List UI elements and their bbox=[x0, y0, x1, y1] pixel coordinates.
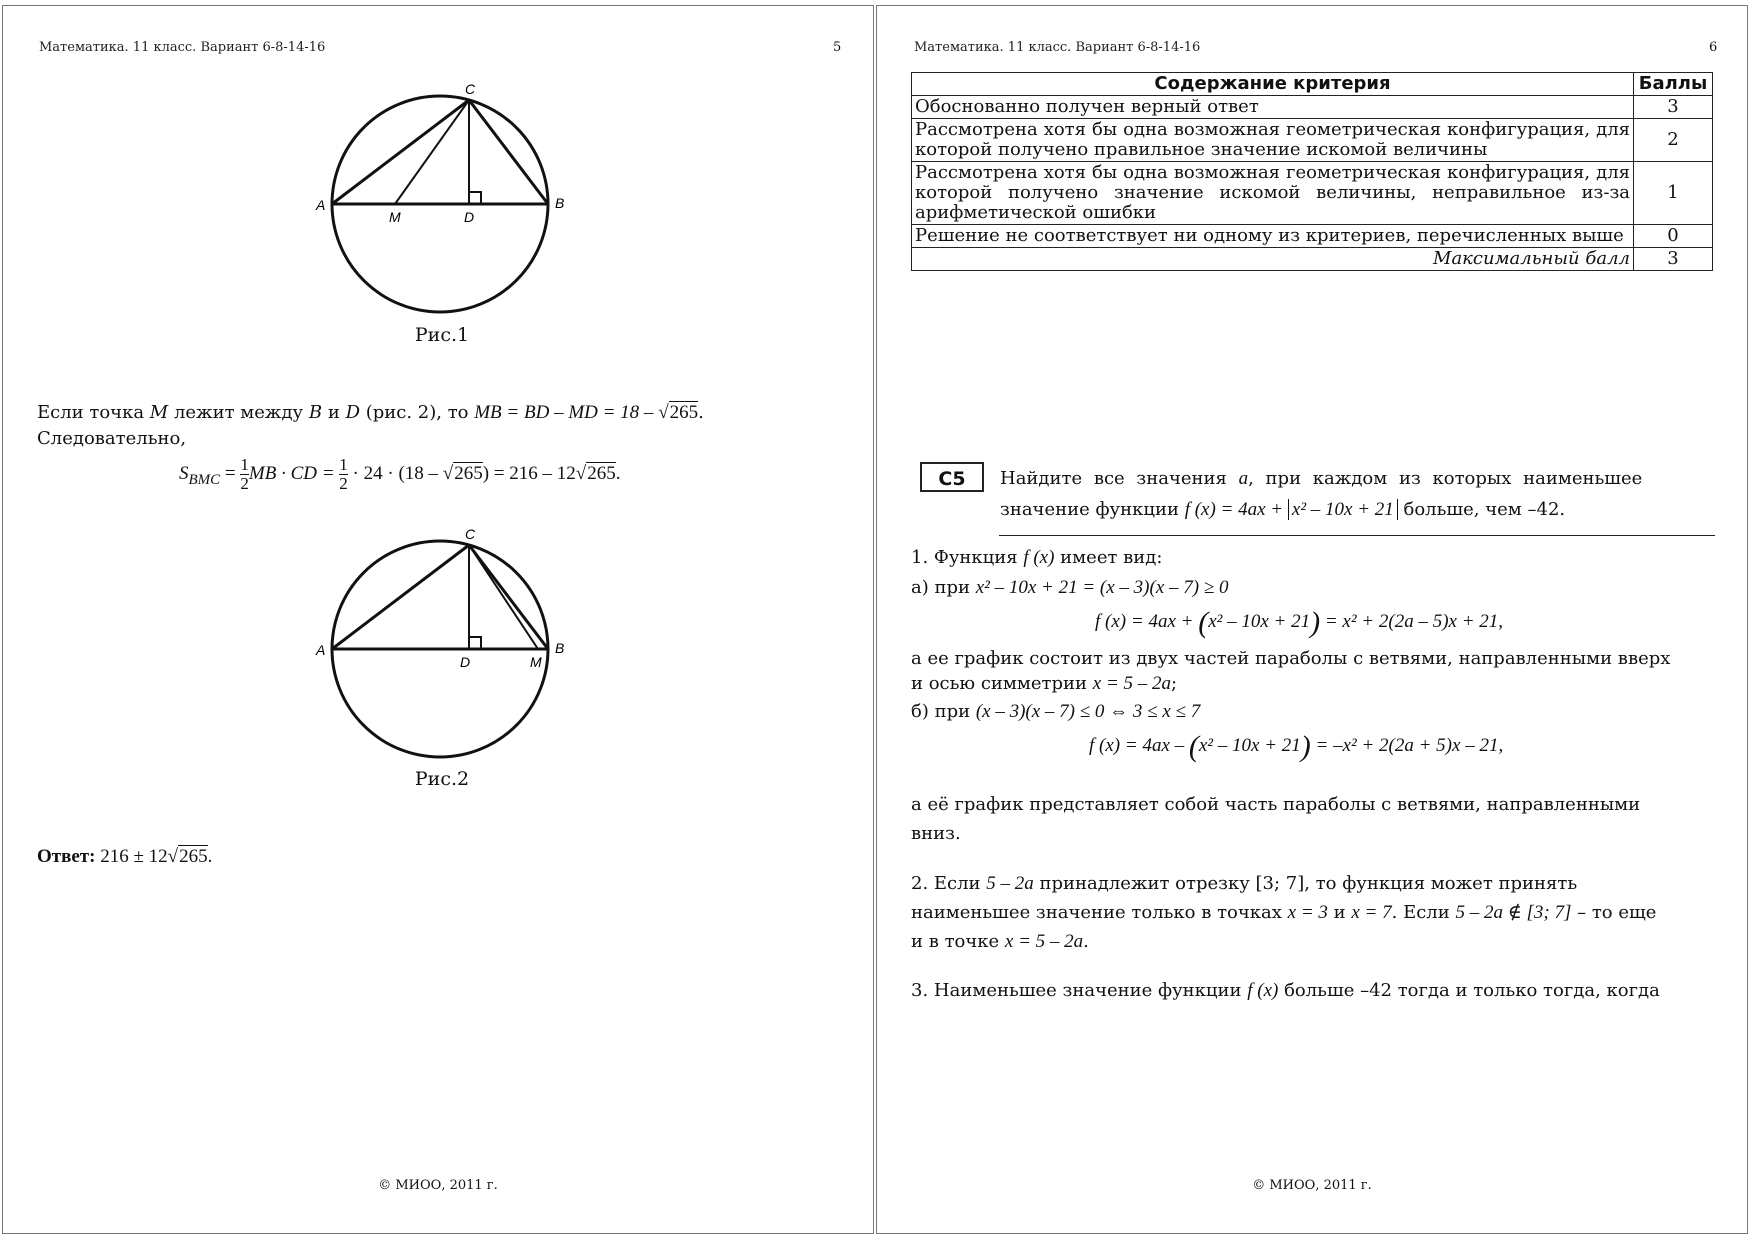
formula-f2: f (x) = 4ax – (x² – 10x + 21) = –x² + 2(2a + 5)x – 21, bbox=[1089, 730, 1504, 763]
fig1-label-m: M bbox=[389, 209, 401, 225]
paragraph-1: Если точка M лежит между B и D (рис. 2), то MB = BD – MD = 18 – √265. bbox=[37, 402, 704, 423]
fig2-label-d: D bbox=[460, 654, 471, 670]
max-score-value: 3 bbox=[1634, 248, 1713, 271]
answer: Ответ: 216 ± 12√265. bbox=[37, 846, 213, 867]
column-header-content: Содержание критерия bbox=[912, 73, 1634, 96]
solution-line-9: наименьшее значение только в точках x = 3 и x = 7. Если 5 – 2a ∉ [3; 7] – то еще bbox=[911, 902, 1657, 923]
fig1-label-d: D bbox=[464, 209, 475, 225]
solution-line-7: вниз. bbox=[911, 823, 961, 844]
criterion-text: Решение не соответствует ни одному из критериев, перечисленных выше bbox=[912, 225, 1634, 248]
page-header: Математика. 11 класс. Вариант 6-8-14-16 bbox=[39, 40, 326, 55]
task-c5-label: C5 bbox=[920, 462, 984, 492]
fig1-label-a: A bbox=[316, 197, 326, 213]
criterion-score: 3 bbox=[1634, 96, 1713, 119]
table-row bbox=[912, 96, 1713, 119]
solution-line-5: б) при (x – 3)(x – 7) ≤ 0 ⇔ 3 ≤ x ≤ 7 bbox=[911, 701, 1201, 722]
criterion-text: Рассмотрена хотя бы одна возможная геометрическая конфигурация, для которой получено правильное значение искомой величины bbox=[912, 119, 1634, 162]
criterion-score: 1 bbox=[1634, 162, 1713, 225]
solution-line-4: и осью симметрии x = 5 – 2a; bbox=[911, 673, 1178, 694]
table-row-max bbox=[912, 248, 1713, 271]
solution-line-11: 3. Наименьшее значение функции f (x) больше –42 тогда и только тогда, когда bbox=[911, 980, 1660, 1001]
task-c5-line1: Найдите все значения a, при каждом из которых наименьшее bbox=[1000, 468, 1643, 489]
solution-line-10: и в точке x = 5 – 2a. bbox=[911, 931, 1089, 952]
table-header-row bbox=[912, 73, 1713, 96]
fig2-label-m: M bbox=[530, 654, 542, 670]
page-number: 5 bbox=[833, 40, 842, 55]
left-page bbox=[2, 5, 874, 1234]
paragraph-2: Следовательно, bbox=[37, 428, 187, 449]
page-number: 6 bbox=[1709, 40, 1718, 55]
page-header: Математика. 11 класс. Вариант 6-8-14-16 bbox=[914, 40, 1201, 55]
criterion-score: 0 bbox=[1634, 225, 1713, 248]
table-row bbox=[912, 162, 1713, 225]
page-footer: © МИОО, 2011 г. bbox=[1252, 1178, 1372, 1193]
table-row bbox=[912, 225, 1713, 248]
column-header-score: Баллы bbox=[1634, 73, 1713, 96]
criteria-table bbox=[911, 72, 1713, 271]
criterion-score: 2 bbox=[1634, 119, 1713, 162]
page-footer: © МИОО, 2011 г. bbox=[378, 1178, 498, 1193]
criterion-text: Обоснованно получен верный ответ bbox=[912, 96, 1634, 119]
divider bbox=[999, 535, 1715, 536]
solution-line-2: а) при x² – 10x + 21 = (x – 3)(x – 7) ≥ 0 bbox=[911, 577, 1229, 598]
solution-line-6: а её график представляет собой часть параболы с ветвями, направленными bbox=[911, 794, 1641, 815]
task-c5-line2: значение функции f (x) = 4ax + x² – 10x + 21 больше, чем –42. bbox=[1000, 499, 1566, 520]
table-row bbox=[912, 119, 1713, 162]
fig1-caption: Рис.1 bbox=[414, 324, 470, 346]
solution-line-8: 2. Если 5 – 2a принадлежит отрезку [3; 7], то функция может принять bbox=[911, 873, 1578, 894]
fig1-label-b: B bbox=[555, 195, 565, 211]
formula-f1: f (x) = 4ax + (x² – 10x + 21) = x² + 2(2a – 5)x + 21, bbox=[1095, 606, 1504, 639]
fig1-label-c: C bbox=[465, 81, 476, 97]
criterion-text: Рассмотрена хотя бы одна возможная геометрическая конфигурация, для которой получено значение искомой величины, неправильное из-за арифметической ошибки bbox=[912, 162, 1634, 225]
figure-2 bbox=[303, 519, 563, 769]
formula-s-bmc: $S_{BMC}$ = $\frac{1}{2}$ MB · CD = $\frac{1}{2}$ · 24 · (18 – √265) = 216 – 12√265. bbox=[179, 455, 621, 494]
max-score-label: Максимальный балл bbox=[912, 248, 1634, 271]
figure-1 bbox=[303, 74, 563, 324]
fig2-label-a: A bbox=[316, 642, 326, 658]
right-page bbox=[876, 5, 1748, 1234]
solution-line-3: а ее график состоит из двух частей параболы с ветвями, направленными вверх bbox=[911, 648, 1671, 669]
fig2-label-c: C bbox=[465, 526, 476, 542]
fig2-caption: Рис.2 bbox=[414, 768, 470, 790]
fig2-label-b: B bbox=[555, 640, 565, 656]
solution-line-1: 1. Функция f (x) имеет вид: bbox=[911, 547, 1163, 568]
